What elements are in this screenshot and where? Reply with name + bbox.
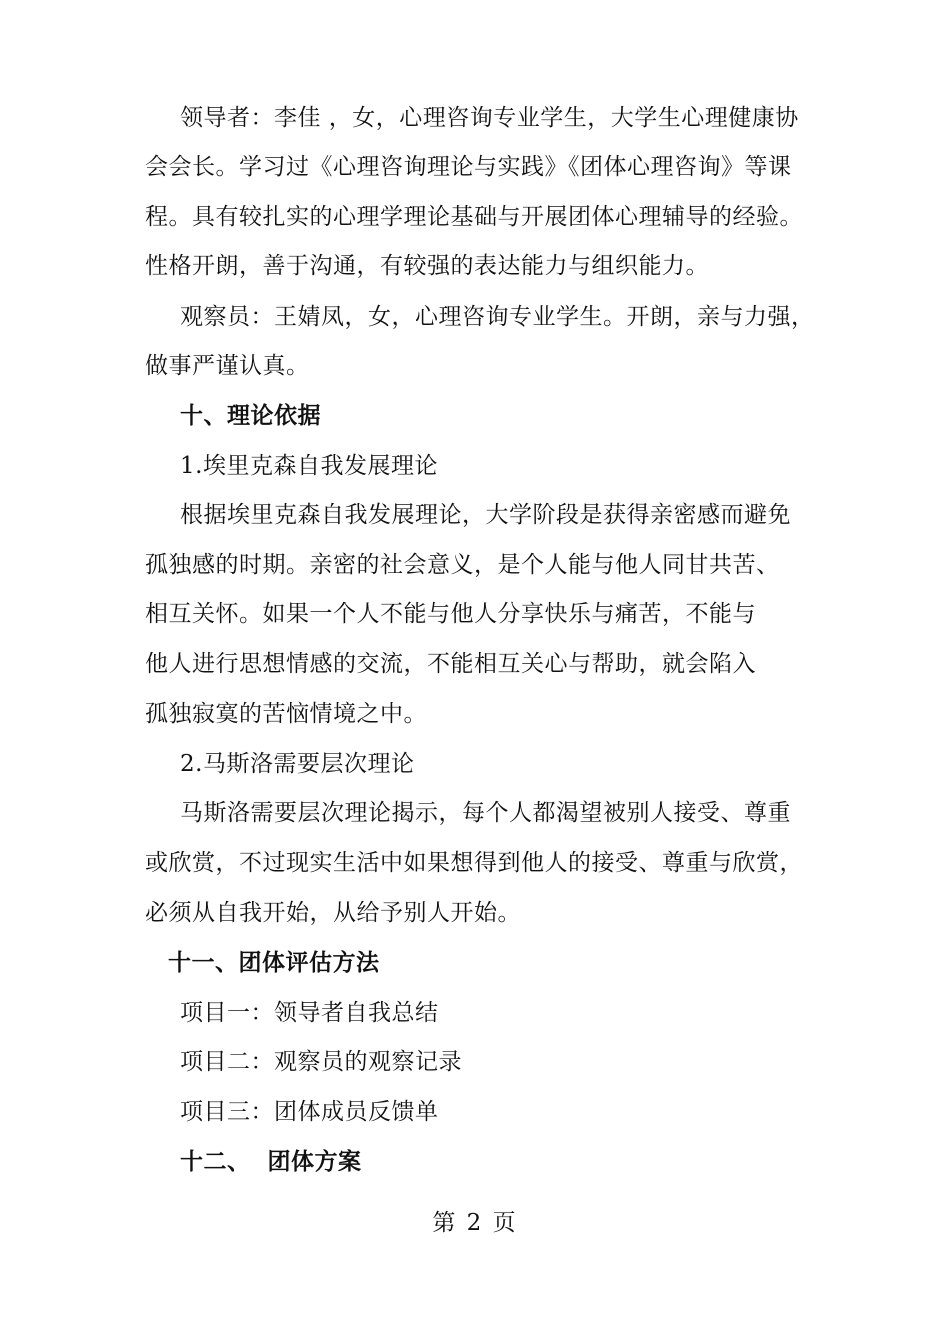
section-heading-plan: 十二、 团体方案 xyxy=(180,1148,362,1175)
section-heading-theory: 十、理论依据 xyxy=(180,402,321,429)
section-heading-evaluation: 十一、团体评估方法 xyxy=(168,949,380,976)
erikson-line-5: 孤独寂寞的苦恼情境之中。 xyxy=(145,701,427,727)
erikson-line-1: 根据埃里克森自我发展理论，大学阶段是获得亲密感而避免 xyxy=(180,502,791,528)
maslow-heading: 2.马斯洛需要层次理论 xyxy=(180,751,415,777)
maslow-line-2: 或欣赏，不过现实生活中如果想得到他人的接受、尊重与欣赏， xyxy=(145,850,803,876)
evaluation-item-3: 项目三：团体成员反馈单 xyxy=(180,1099,439,1125)
erikson-line-4: 他人进行思想情感的交流，不能相互关心与帮助，就会陷入 xyxy=(145,651,756,677)
evaluation-item-2: 项目二：观察员的观察记录 xyxy=(180,1049,462,1075)
erikson-line-3: 相互关怀。如果一个人不能与他人分享快乐与痛苦，不能与 xyxy=(145,601,756,627)
maslow-line-1: 马斯洛需要层次理论揭示，每个人都渴望被别人接受、尊重 xyxy=(180,800,791,826)
erikson-heading: 1.埃里克森自我发展理论 xyxy=(180,453,438,479)
observer-line-2: 做事严谨认真。 xyxy=(145,353,310,379)
leader-line-1: 领导者：李佳 ，女，心理咨询专业学生，大学生心理健康协 xyxy=(180,105,799,131)
evaluation-item-1: 项目一：领导者自我总结 xyxy=(180,1000,439,1026)
maslow-line-3: 必须从自我开始，从给予别人开始。 xyxy=(145,900,521,926)
leader-line-3: 程。具有较扎实的心理学理论基础与开展团体心理辅导的经验。 xyxy=(145,204,803,230)
erikson-line-2: 孤独感的时期。亲密的社会意义，是个人能与他人同甘共苦、 xyxy=(145,552,780,578)
page-number: 第 2 页 xyxy=(432,1210,518,1236)
leader-line-2: 会会长。学习过《心理咨询理论与实践》《团体心理咨询》等课 xyxy=(145,154,792,180)
observer-line-1: 观察员：王婧凤，女，心理咨询专业学生。开朗，亲与力强， xyxy=(180,304,815,330)
leader-line-4: 性格开朗，善于沟通，有较强的表达能力与组织能力。 xyxy=(145,253,709,279)
